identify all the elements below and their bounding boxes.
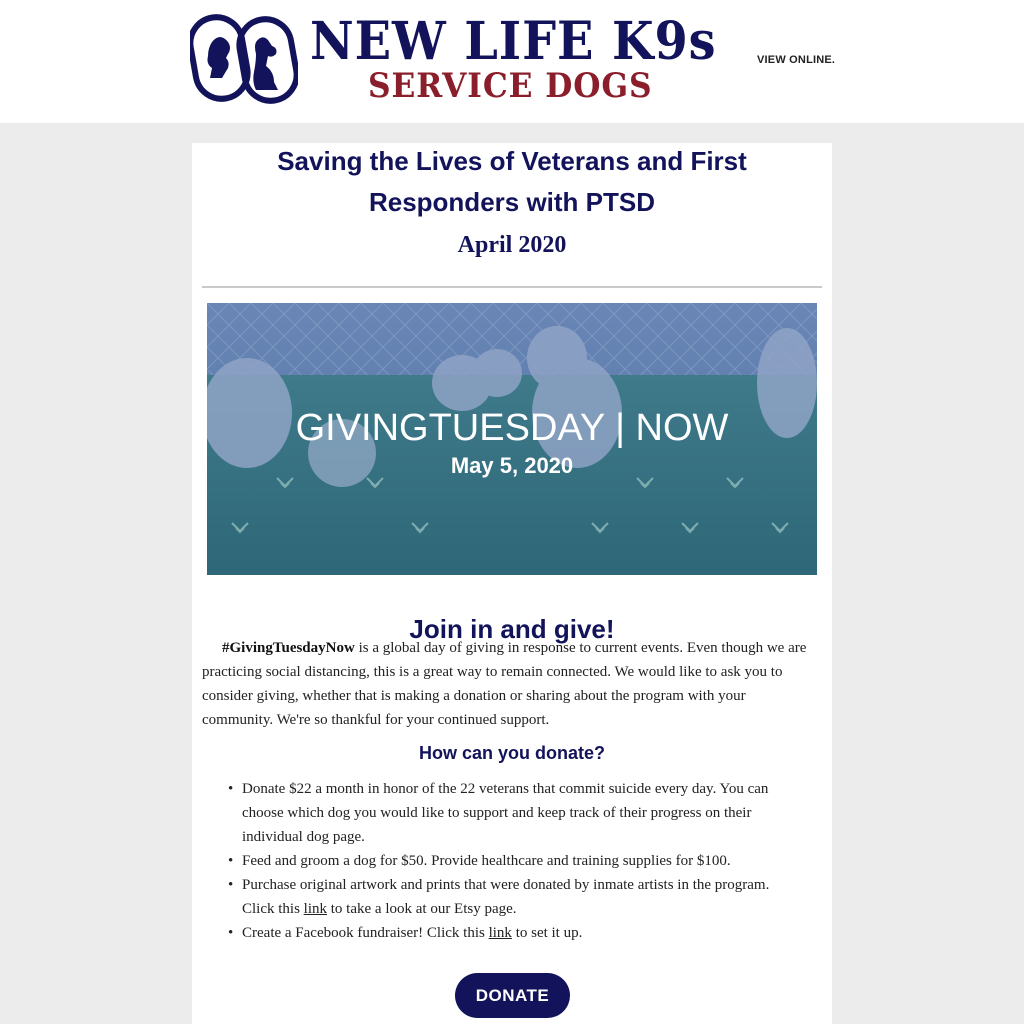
- hashtag-text: #GivingTuesdayNow: [222, 640, 355, 656]
- how-to-donate-heading: How can you donate?: [418, 743, 605, 763]
- intro-text: is a global day of giving in response to current events. Even though we are practicing social distancing, this is a great way to remain connected. We would like to ask you to consider giving, whether that is making a donation or sharing about the program with your community. We're so thankful for your continued support.: [202, 640, 807, 728]
- list-item: [242, 873, 802, 921]
- list-item-text: to set it up.: [511, 925, 583, 941]
- list-item-text: Purchase original artwork and prints that were donated by inmate artists in the program. Click this: [242, 877, 770, 917]
- veteran-and-dog-badge-icon: [190, 12, 298, 106]
- headline-line-2: Responders with PTSD: [368, 187, 656, 217]
- list-item: [242, 777, 802, 849]
- etsy-link[interactable]: link: [303, 901, 328, 917]
- giving-tuesday-banner[interactable]: [207, 303, 817, 575]
- giving-tuesday-title: GIVINGTUESDAY | NOW: [295, 407, 729, 449]
- list-item-text: Donate $22 a month in honor of the 22 veterans that commit suicide every day. You can choose which dog you would like to support and keep track of their progress on their individual dog page.: [242, 781, 769, 845]
- logo-title: NEW LIFE K9s: [310, 11, 717, 72]
- newsletter-body: [192, 143, 832, 1024]
- list-item: [242, 921, 802, 945]
- donate-button[interactable]: DONATE: [455, 973, 570, 1018]
- giving-tuesday-date: May 5, 2020: [450, 453, 574, 478]
- headline-line-1: Saving the Lives of Veterans and First: [277, 146, 747, 176]
- logo-subtitle: SERVICE DOGS: [368, 66, 653, 106]
- divider: [202, 286, 822, 288]
- email-header: [0, 0, 1024, 123]
- list-item: [242, 849, 802, 873]
- list-item-text: Feed and groom a dog for $50. Provide healthcare and training supplies for $100.: [242, 853, 731, 869]
- join-heading: Join in and give!: [409, 613, 615, 644]
- facebook-fundraiser-link[interactable]: link: [488, 925, 512, 941]
- list-item-text: Create a Facebook fundraiser! Click this: [242, 925, 489, 941]
- list-item-text: to take a look at our Etsy page.: [327, 901, 517, 917]
- donation-ways-list: [242, 777, 802, 945]
- issue-date: April 2020: [457, 232, 567, 258]
- new-life-k9s-logo[interactable]: [190, 10, 717, 110]
- view-online-link[interactable]: VIEW ONLINE.: [757, 54, 836, 66]
- intro-paragraph: [202, 636, 818, 732]
